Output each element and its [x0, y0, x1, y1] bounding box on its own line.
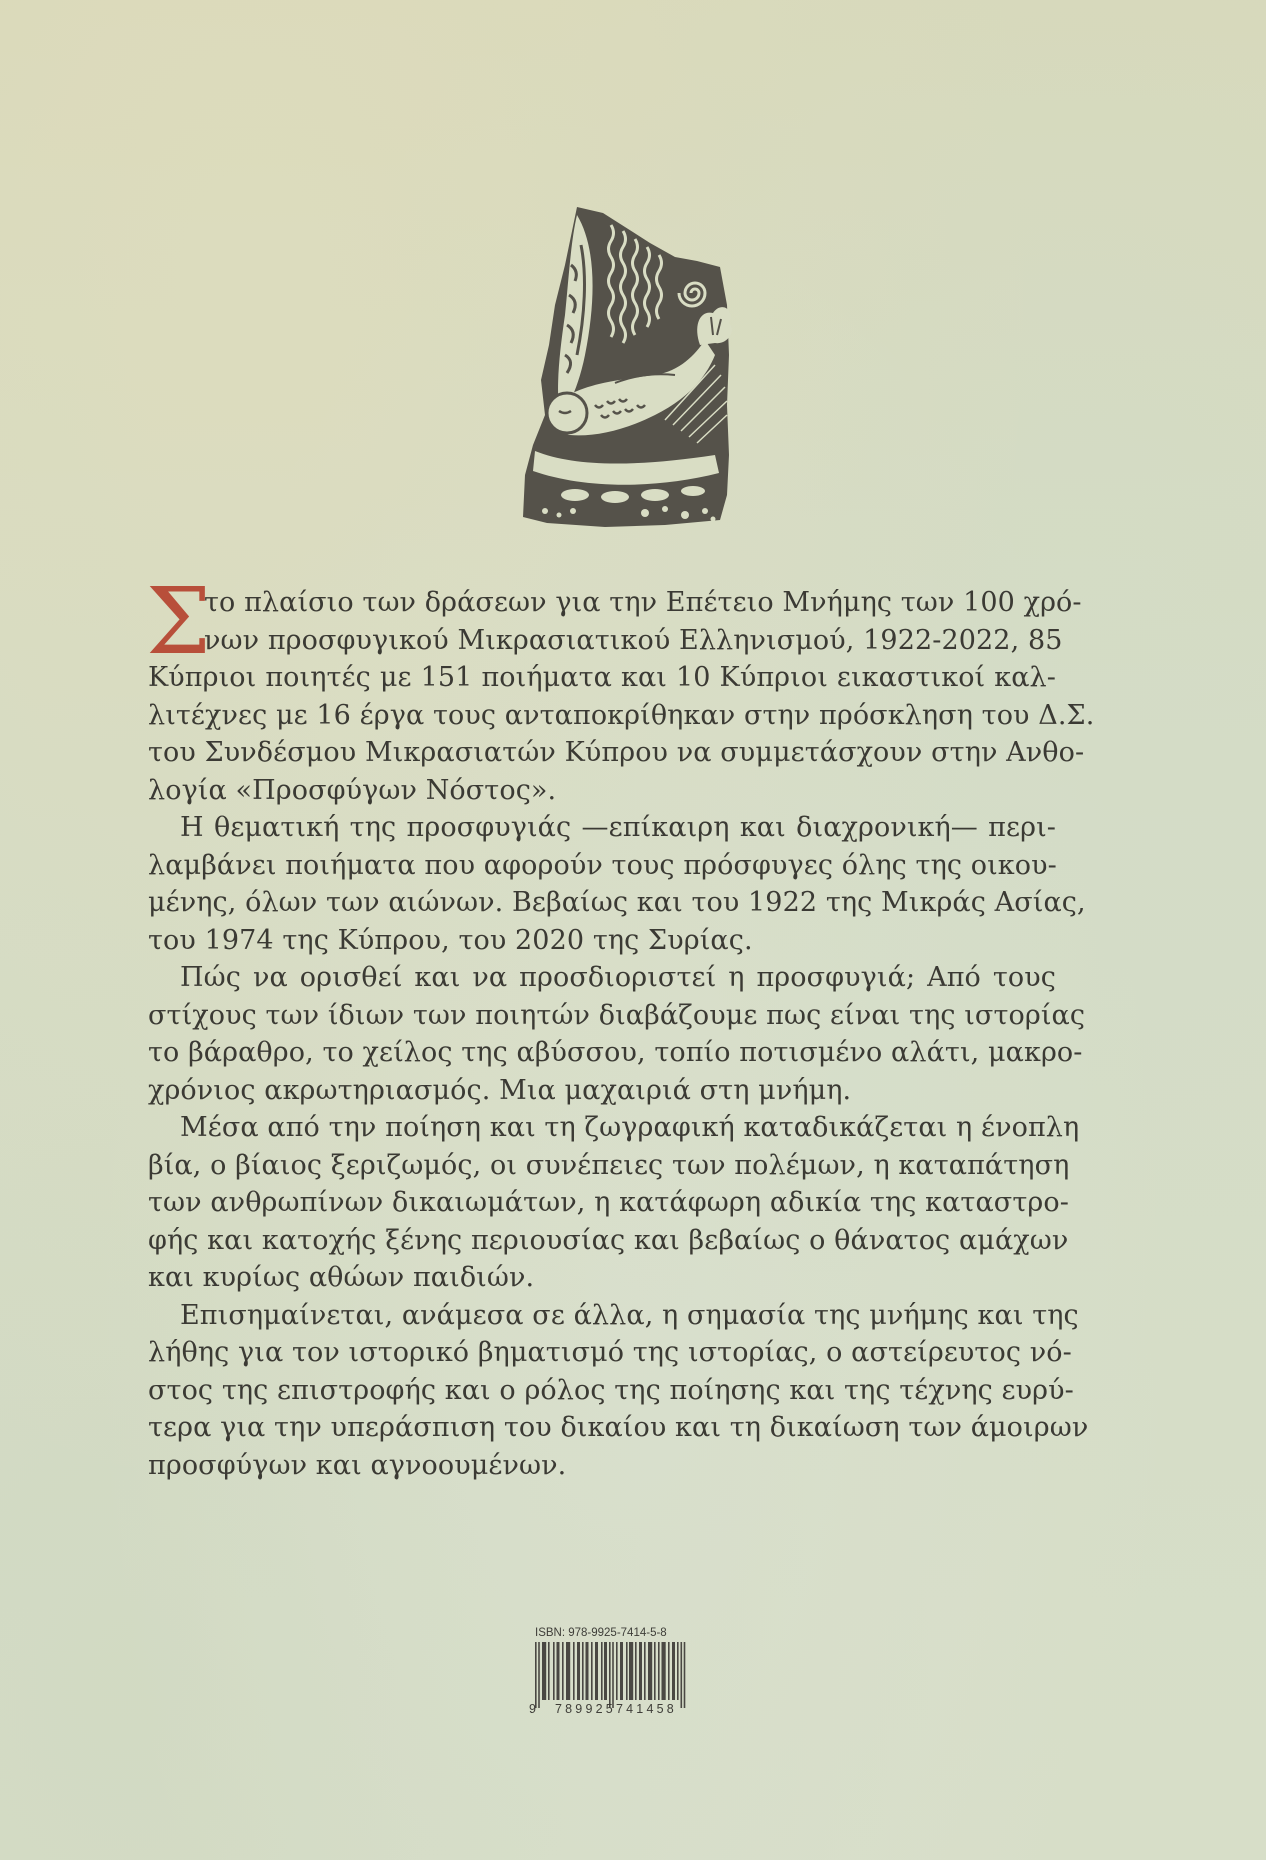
text-line: λήθης για τον ιστορικό βηματισμό της ιστορίας, ο αστείρευτος νό-: [148, 1337, 1072, 1368]
barcode-digits-left: 789925: [555, 1702, 616, 1716]
paragraph-1: [146, 568, 1095, 809]
barcode-digits-right: 741458: [616, 1702, 677, 1716]
text-line: βία, ο βίαιος ξεριζωμός, οι συνέπειες των πολέμων, η καταπάτηση: [148, 1149, 1070, 1181]
text-line: λαμβάνει ποιήματα που αφορούν τους πρόσφυγες όλης της οικου-: [148, 849, 1057, 881]
isbn-block: [529, 1627, 685, 1716]
text-line: στος της επιστροφής και ο ρόλος της ποίησης και της τέχνης ευρύ-: [148, 1374, 1074, 1406]
text-line: των ανθρωπίνων δικαιωμάτων, η κατάφωρη αδικία της καταστρο-: [148, 1187, 1069, 1218]
paragraph-4: [148, 1109, 1080, 1297]
text-line: Επισημαίνεται, ανάμεσα σε άλλα, η σημασία της μνήμης και της: [180, 1299, 1079, 1331]
text-line: Πώς να ορισθεί και να προσδιοριστεί η προσφυγιά; Από τους: [180, 962, 1056, 993]
text-line: το πλαίσιο των δράσεων για την Επέτειο Μνήμης των 100 χρό-: [204, 587, 1082, 618]
barcode-digit-first: 9: [529, 1702, 540, 1716]
barcode: [529, 1642, 687, 1716]
text-line: Μέσα από την ποίηση και τη ζωγραφική καταδικάζεται η ένοπλη: [180, 1112, 1080, 1143]
paragraph-3: [148, 959, 1086, 1109]
text-line: φής και κατοχής ξένης περιουσίας και βεβαίως ο θάνατος αμάχων: [148, 1224, 1069, 1256]
text-line: λογία «Προσφύγων Νόστος».: [148, 774, 557, 806]
text-line: νων προσφυγικού Μικρασιατικού Ελληνισμού, 1922-2022, 85: [204, 624, 1063, 656]
drop-cap-sigma: Σ: [146, 568, 212, 675]
text-line: μένης, όλων των αιώνων. Βεβαίως και του 1922 της Μικράς Ασίας,: [148, 887, 1086, 918]
text-line: Η θεματική της προσφυγιάς —επίκαιρη και διαχρονική— περι-: [180, 812, 1056, 843]
bird-woodcut-icon: [515, 205, 740, 530]
text-line: Κύπριοι ποιητές με 151 ποιήματα και 10 Κύπριοι εικαστικοί καλ-: [148, 662, 1056, 693]
barcode-icon: [535, 1642, 687, 1708]
paragraph-5: [148, 1297, 1089, 1485]
text-line: του Συνδέσμου Μικρασιατών Κύπρου να συμμετάσχουν στην Ανθο-: [148, 737, 1085, 768]
text-line: λιτέχνες με 16 έργα τους ανταποκρίθηκαν στην πρόσκληση του Δ.Σ.: [148, 699, 1095, 731]
text-line: χρόνιος ακρωτηριασμός. Μια μαχαιριά στη μνήμη.: [148, 1074, 852, 1106]
back-cover-text: [146, 568, 1095, 1484]
text-line: του 1974 της Κύπρου, του 2020 της Συρίας.: [148, 924, 753, 956]
text-line: και κυρίως αθώων παιδιών.: [148, 1262, 535, 1293]
text-line: στίχους των ίδιων των ποιητών διαβάζουμε πως είναι της ιστορίας: [148, 999, 1086, 1031]
text-line: το βάραθρο, το χείλος της αβύσσου, τοπίο ποτισμένο αλάτι, μακρο-: [148, 1037, 1083, 1068]
woodcut-illustration: [515, 205, 740, 530]
text-line: προσφύγων και αγνοουμένων.: [148, 1449, 567, 1481]
barcode-digits: [529, 1702, 695, 1718]
text-line: τερα για την υπεράσπιση του δικαίου και τη δικαίωση των άμοιρων: [148, 1412, 1089, 1443]
paragraph-2: [148, 809, 1086, 959]
isbn-label: ISBN: 978-9925-7414-5-8: [535, 1627, 667, 1639]
